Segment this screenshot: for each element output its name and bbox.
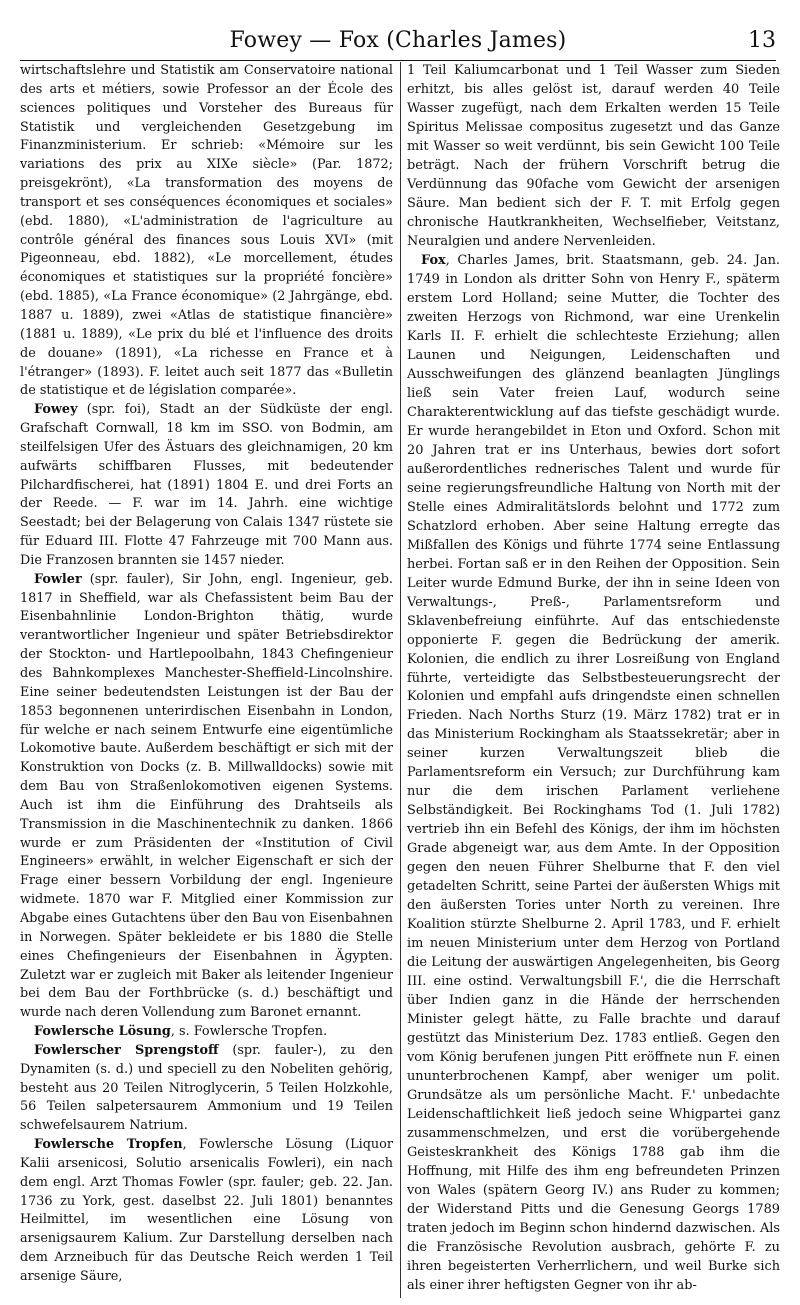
entry-text: , s. Fowlersche Tropfen. bbox=[170, 1024, 328, 1040]
entry-fowlersche-tropfen bbox=[20, 1136, 393, 1287]
entry-lemma: Fowlersche Tropfen bbox=[34, 1137, 183, 1153]
entry-lemma: Fowler bbox=[34, 571, 82, 587]
entry-continuation bbox=[20, 62, 393, 401]
entry-text: wirtschaftslehre und Statistik am Conservatoire national des arts et métiers, sowie Professor an der École des sciences politiques und Vorsteher des Bureaus für Statistik und vergleichenden Gesetzgebung im Finanzministerium. Er schrieb: «Mémoire sur les variations des prix au XIXe siècle» (Par. 1872; preisgekrönt), «La transformation des moyens de transport et ses conséquences économiques et sociales» (ebd. 1880), «L'administration de l'agriculture au contrôle général des finances sous Louis XVI» (mit Pigeonneau, ebd. 1882), «Le morcellement, études économiques et statistiques sur la propriété foncière» (ebd. 1885), «La France économique» (2 Jahrgänge, ebd. 1887 u. 1889), zwei «Atlas de statistique financière» (1881 u. 1889), «Le prix du blé et l'influence des droits de douane» (1891), «La richesse en France et à l'étranger» (1893). F. leitet auch seit 1877 das «Bulletin de statistique et de législation comparée». bbox=[20, 63, 393, 399]
entry-text: , Fowlersche Lösung (Liquor Kalii arsenicosi, Solutio arsenicalis Fowleri), ein nach dem engl. Arzt Thomas Fowler (spr. fauler; geb. 22. Jan. 1736 zu York, gest. daselbst 22. Juli 1801) benanntes Heilmittel, im wesentlichen eine Lösung von arsenigsaurem Kalium. Zur Darstellung derselben nach dem Arzneibuch für das Deutsche Reich werden 1 Teil arsenige Säure, bbox=[20, 1137, 393, 1284]
entry-lemma: Fowey bbox=[34, 402, 78, 418]
page-header bbox=[20, 26, 776, 61]
right-column bbox=[407, 62, 780, 1298]
left-column bbox=[20, 62, 393, 1298]
entry-continuation bbox=[407, 62, 780, 252]
entry-text: , Charles James, brit. Staatsmann, geb. 24. Jan. 1749 in London als dritter Sohn von Henry F., späterm erstem Lord Holland; seine Mutter, die Tochter des zweiten Herzogs von Richmond, war eine Urenkelin Karls II. F. erhielt die schlechteste Erziehung; allen Launen und Neigungen, Leidenschaften und Ausschweifungen des glänzend beanlagten Jünglings ließ sein Vater freien Lauf, wodurch seine Charakterentwicklung auf das tiefste geschädigt wurde. Er wurde herangebildet in Eton und Oxford. Schon mit 20 Jahren trat er ins Unterhaus, bewies dort sofort außerordentliches rednerisches Talent und wurde für seine regierungsfreundliche Haltung von North mit der Stelle eines Admiralitätslords belohnt und 1772 zum Schatzlord erhoben. Aber seine Haltung erregte das Mißfallen des Königs und führte 1774 seine Entlassung herbei. Fortan saß er in den Reihen der Opposition. Sein Leiter wurde Edmund Burke, der ihn in seine Ideen von Verwaltungs-, Preß-, Parlamentsreform und Sklavenbefreiung einführte. Auf das entschiedenste opponierte F. gegen die Bedrückung der amerik. Kolonien, die endlich zu ihrer Losreißung von England führte, verteidigte das Selbstbesteuerungsrecht der Kolonien und empfahl aufs dringendste einen schnellen Frieden. Nach Norths Sturz (19. März 1782) trat er in das Ministerium Rockingham als Staatssekretär; aber in seiner kurzen Verwaltungszeit blieb die Parlamentsreform ein Versuch; zur Durchführung kam nur die dem irischen Parlament verliehene Selbständigkeit. Bei Rockinghams Tod (1. Juli 1782) vertrieb ihn ein Befehl des Königs, der ihm im höchsten Grade abgeneigt war, aus dem Amte. In der Opposition gegen den neuen Führer Shelburne that F. den viel getadelten Schritt, seine Partei der äußersten Whigs mit den äußersten Tories unter North zu vereinen. Ihre Koalition stürzte Shelburne 2. April 1783, und F. erhielt im neuen Ministerium unter dem Herzog von Portland die Leitung der auswärtigen Angelegenheiten, bis Georg III. eine ostind. Verwaltungsbill F.', die die Herrschaft über Indien ganz in die Hände der herrschenden Minister gelegt hätte, zu Falle brachte und darauf gestützt das Ministerium Dez. 1783 entließ. Gegen den vom König berufenen jungen Pitt eröffnete nun F. einen ununterbrochenen Kampf, aber weniger um polit. Grundsätze als um persönliche Macht. F.' unbedachte Leidenschaftlichkeit ließ jedoch seine Whigpartei ganz zusammenschmelzen, und erst die vorübergehende Geisteskrankheit des Königs 1788 gab ihm die Hoffnung, mit Hilfe des ihm eng befreundeten Prinzen von Wales (spätern Georg IV.) ans Ruder zu kommen; der Widerstand Pitts und die Genesung Georgs 1789 traten jedoch im Beginn schon hindernd dazwischen. Als die Französische Revolution ausbrach, gehörte F. zu ihren begeisterten Verherrlichern, und weil Burke sich als einer ihrer heftigsten Gegner von ihr ab- bbox=[407, 252, 780, 1293]
entry-fowey bbox=[20, 401, 393, 571]
entry-lemma: Fowlersche Lösung bbox=[34, 1024, 171, 1040]
text-columns bbox=[20, 62, 780, 1298]
entry-fowler bbox=[20, 571, 393, 1023]
entry-text: (spr. fauler-), zu den Dynamiten (s. d.) und speciell zu den Nobeliten gehörig, besteht aus 20 Teilen Nitroglycerin, 5 Teilen Holzkohle, 56 Teilen salpetersaurem Ammonium und 19 Teilen schwefelsaurem Natrium. bbox=[20, 1042, 393, 1134]
running-head: Fowey — Fox (Charles James) bbox=[229, 28, 567, 53]
entry-fox bbox=[407, 252, 780, 1296]
entry-fowlerscher-sprengstoff bbox=[20, 1042, 393, 1136]
entry-text: (spr. foi), Stadt an der Südküste der engl. Grafschaft Cornwall, 18 km im SSO. von Bodmin, am steilfelsigen Ufer des Ästuars des gleichnamigen, 20 km aufwärts schiffbaren Flusses, mit bedeutender Pilchardfischerei, hat (1891) 1804 E. und drei Forts an der Reede. — F. war im 14. Jahrh. eine wichtige Seestadt; bei der Belagerung von Calais 1347 rüstete sie für Eduard III. Flotte 47 Fahrzeuge mit 700 Mann aus. Die Franzosen brannten sie 1457 nieder. bbox=[20, 402, 393, 568]
entry-fowlersche-loesung bbox=[20, 1023, 393, 1042]
page-number: 13 bbox=[748, 28, 776, 53]
entry-lemma: Fowlerscher Sprengstoff bbox=[34, 1042, 219, 1058]
entry-text: (spr. fauler), Sir John, engl. Ingenieur, geb. 1817 in Sheffield, war als Chefassistent beim Bau der Eisenbahnlinie London-Brighton thätig, wurde verantwortlicher Ingenieur und später Betriebsdirektor der Stockton- und Hartlepoolbahn, 1843 Chefingenieur des Bahnkomplexes Manchester-Sheffield-Lincolnshire. Eine seiner bedeutendsten Leistungen ist der Bau der 1853 begonnenen unterirdischen Eisenbahn in London, für welche er nach seinem Entwurfe eine eigentümliche Lokomotive baute. Außerdem beschäftigt er sich mit der Konstruktion von Docks (z. B. Millwalldocks) sowie mit dem Bau von Straßenlokomotiven eigenen Systems. Auch ist ihm die Einführung des Drahtseils als Transmission in die Maschinentechnik zu danken. 1866 wurde er zum Präsidenten der «Institution of Civil Engineers» erwählt, in welcher Eigenschaft er sich der Frage einer bessern Vorbildung der engl. Ingenieure widmete. 1870 war F. Mitglied einer Kommission zur Abgabe eines Gutachtens über den Bau von Eisenbahnen in Norwegen. Später bekleidete er bis 1880 die Stelle eines Chefingenieurs der Eisenbahnen in Ägypten. Zuletzt war er zugleich mit Baker als leitender Ingenieur bei dem Bau der Forthbrücke (s. d.) beschäftigt und wurde nach deren Vollendung zum Baronet ernannt. bbox=[20, 571, 393, 1021]
entry-lemma: Fox bbox=[421, 252, 446, 268]
column-divider bbox=[400, 62, 401, 1298]
entry-text: 1 Teil Kaliumcarbonat und 1 Teil Wasser zum Sieden erhitzt, bis alles gelöst ist, darauf werden 40 Teile Wasser zugefügt, nach dem Erkalten werden 15 Teile Spiritus Melissae compositus zugesetzt und das Ganze mit Wasser so weit verdünnt, bis sein Gewicht 100 Teile beträgt. Nach der frühern Vorschrift betrug die Verdünnung das 90fache vom Gewicht der arsenigen Säure. Man bedient sich der F. T. mit Erfolg gegen chronische Hautkrankheiten, Wechselfieber, Veitstanz, Neuralgien und andere Nervenleiden. bbox=[407, 63, 780, 249]
